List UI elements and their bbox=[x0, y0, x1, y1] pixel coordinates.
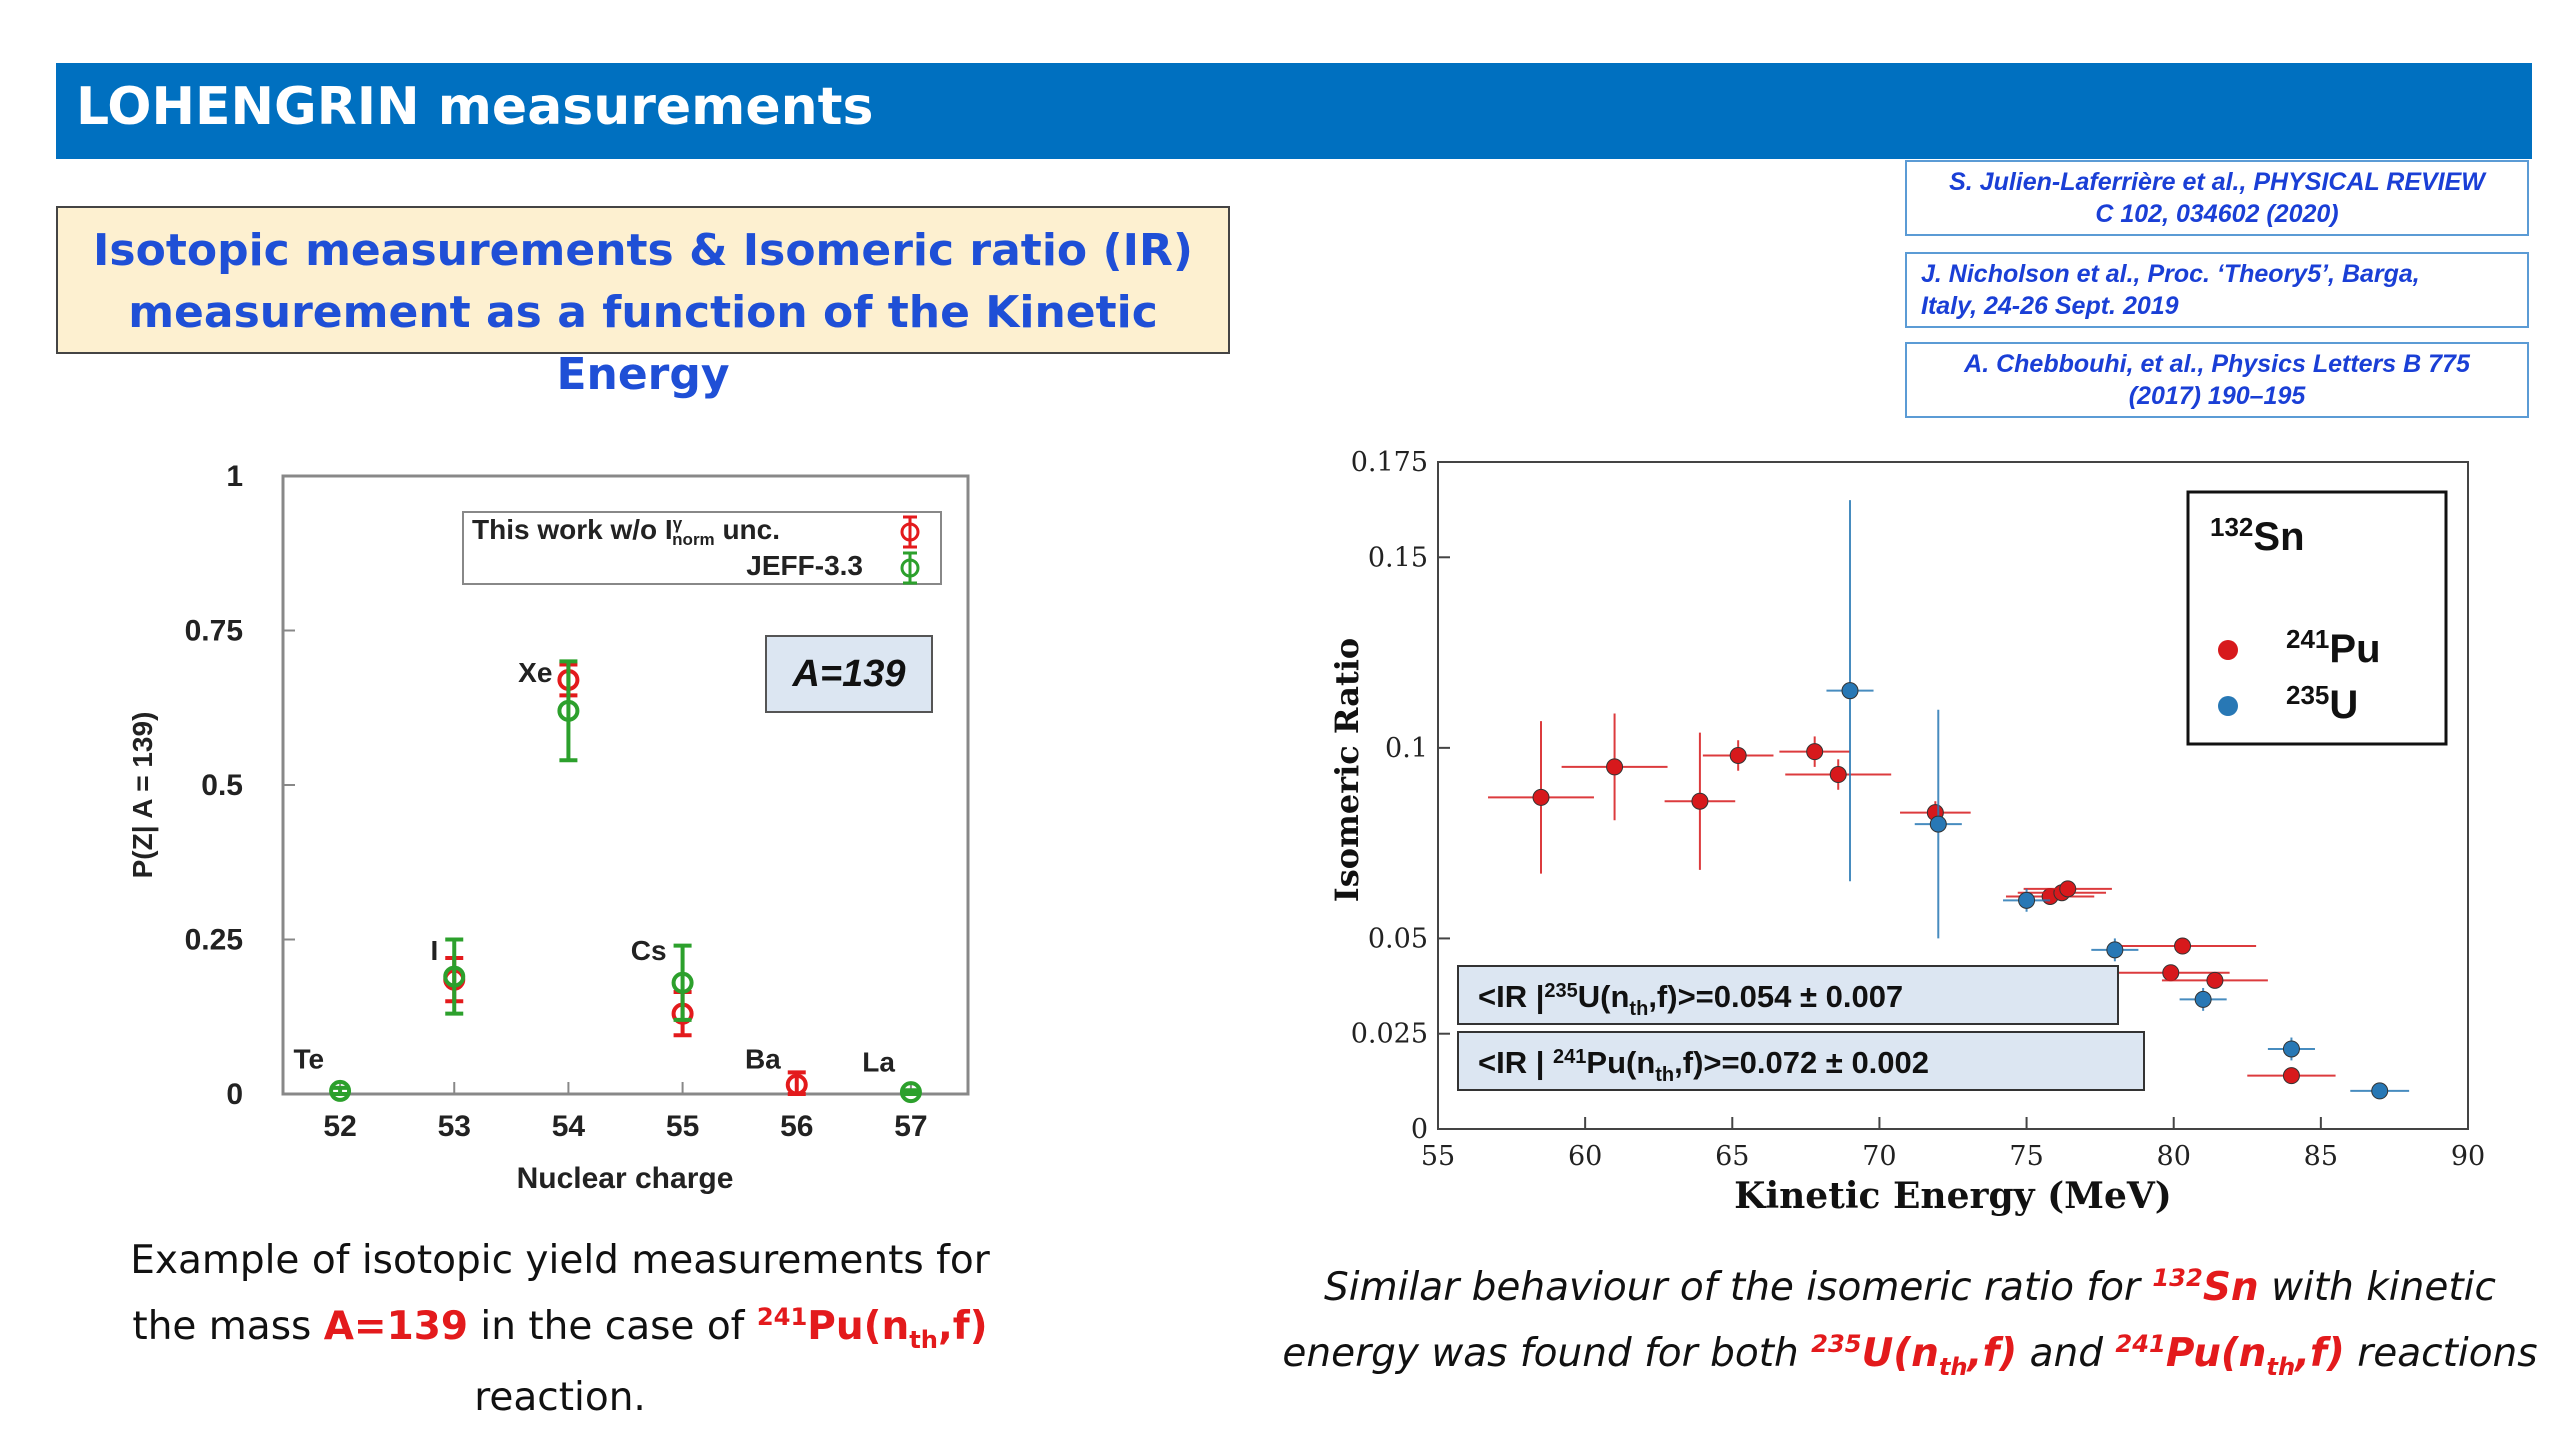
left-element-label: Xe bbox=[518, 657, 553, 689]
right-y-tick-label: 0.15 bbox=[1367, 542, 1428, 574]
left-caption bbox=[100, 1232, 1020, 1426]
right-point-pu241 bbox=[2175, 938, 2191, 954]
left-element-label: Cs bbox=[630, 935, 667, 967]
left-caption-text-a: the mass bbox=[132, 1304, 324, 1349]
highlight-line-2: measurement as a function of the Kinetic Energy bbox=[128, 287, 1158, 400]
right-x-tick-label: 60 bbox=[1567, 1141, 1603, 1172]
left-element-label: I bbox=[430, 935, 439, 967]
right-x-tick-label: 70 bbox=[1862, 1141, 1897, 1172]
right-x-tick-label: 75 bbox=[2009, 1141, 2044, 1172]
right-legend-u-marker bbox=[2218, 696, 2238, 716]
reference-1-line-2: C 102, 034602 (2020) bbox=[2095, 200, 2339, 228]
reference-2-line-1: J. Nicholson et al., Proc. ‘Theory5’, Barga, bbox=[1921, 260, 2420, 288]
mass-annotation: A=139 bbox=[792, 653, 906, 695]
right-caption-sn: $^{132}$Sn bbox=[2152, 1264, 2259, 1310]
highlight-box bbox=[56, 206, 1230, 400]
left-caption-text-b: in the case of bbox=[468, 1304, 757, 1349]
right-point-u235 bbox=[2372, 1083, 2388, 1099]
title-bar bbox=[56, 63, 2532, 159]
left-element-label: Ba bbox=[744, 1043, 781, 1075]
ir-pu241-text: <IR | $^{241}Pu(n_{th},f)>=0.072 \pm 0.002$ bbox=[1478, 1045, 1930, 1086]
left-y-tick-label: 0.75 bbox=[184, 614, 243, 648]
right-x-tick-label: 80 bbox=[2156, 1141, 2191, 1172]
right-point-pu241 bbox=[1533, 789, 1549, 805]
left-legend-series2-label: JEFF-3.3 bbox=[746, 550, 863, 581]
left-legend-series1-label: This work w/o $I^\gamma$ norm unc. bbox=[472, 514, 781, 549]
right-y-tick-label: 0.05 bbox=[1367, 923, 1428, 955]
left-element-label: Te bbox=[293, 1043, 325, 1075]
reference-1 bbox=[1905, 160, 2529, 236]
reference-2 bbox=[1905, 252, 2529, 328]
left-x-axis-label: Nuclear charge bbox=[516, 1162, 734, 1195]
reference-2-line-2: Italy, 24-26 Sept. 2019 bbox=[1921, 292, 2179, 320]
reference-3 bbox=[1905, 342, 2529, 418]
isomeric-ratio-chart bbox=[1300, 440, 2500, 1240]
right-caption-line-1: Similar behaviour of the isomeric ratio for $^{132}$Sn with kinetic bbox=[1324, 1264, 2496, 1310]
right-point-pu241 bbox=[1692, 793, 1708, 809]
right-point-u235 bbox=[2019, 892, 2035, 908]
left-caption-line-1: Example of isotopic yield measurements for bbox=[130, 1238, 990, 1283]
left-y-axis-label: P(Z| A = 139) bbox=[127, 711, 158, 879]
right-x-tick-label: 55 bbox=[1420, 1141, 1456, 1172]
right-point-pu241 bbox=[1830, 767, 1846, 783]
right-point-pu241 bbox=[1607, 759, 1623, 775]
left-y-tick-label: 0.25 bbox=[184, 923, 243, 957]
left-x-tick-label: 52 bbox=[323, 1110, 357, 1143]
left-caption-mass: A=139 bbox=[323, 1304, 469, 1349]
left-x-tick-label: 54 bbox=[551, 1110, 586, 1143]
left-element-label: La bbox=[862, 1046, 895, 1078]
reference-1-line-1: S. Julien-Laferrière et al., PHYSICAL REVIEW bbox=[1949, 168, 2485, 196]
right-legend-title: $^{132}$Sn bbox=[2210, 512, 2305, 559]
right-point-pu241 bbox=[1730, 747, 1746, 763]
right-y-tick-label: 0.1 bbox=[1385, 732, 1428, 764]
right-caption-line-2: energy was found for both $^{235}U(n_{th},f)$ and $^{241}Pu(n_{th},f)$ reactions bbox=[1282, 1330, 2538, 1381]
left-x-tick-label: 55 bbox=[665, 1110, 700, 1143]
highlight-line-1: Isotopic measurements & Isomeric ratio (IR) bbox=[93, 225, 1193, 276]
left-caption-line-3: reaction. bbox=[474, 1374, 646, 1420]
left-x-tick-label: 57 bbox=[894, 1110, 928, 1143]
reference-3-line-1: A. Chebbouhi, et al., Physics Letters B 775 bbox=[1964, 350, 2470, 378]
right-legend-u-label: $^{235}$U bbox=[2286, 680, 2359, 727]
right-point-pu241 bbox=[2283, 1068, 2299, 1084]
left-y-tick-label: 0.5 bbox=[201, 769, 243, 802]
right-point-pu241 bbox=[2207, 972, 2223, 988]
right-point-u235 bbox=[1930, 816, 1946, 832]
left-y-tick-label: 1 bbox=[226, 460, 243, 493]
right-y-tick-label: 0.175 bbox=[1350, 447, 1428, 478]
right-caption-u235: $^{235}U(n_{th},f)$ bbox=[1811, 1330, 2018, 1381]
right-point-pu241 bbox=[2163, 965, 2179, 981]
right-point-u235 bbox=[2195, 991, 2211, 1007]
left-x-tick-label: 56 bbox=[780, 1110, 814, 1143]
right-x-tick-label: 90 bbox=[2450, 1141, 2486, 1172]
right-caption bbox=[1260, 1250, 2560, 1396]
right-point-u235 bbox=[2283, 1041, 2299, 1057]
ir-u235-text: <IR $|^{235}U(n_{th},f)>=0.054 \pm 0.007$ bbox=[1478, 979, 1904, 1020]
right-point-u235 bbox=[1842, 683, 1858, 699]
reference-3-line-2: (2017) 190–195 bbox=[2128, 382, 2306, 410]
right-point-u235 bbox=[2107, 942, 2123, 958]
slide-title: LOHENGRIN measurements bbox=[76, 77, 874, 137]
right-x-tick-label: 65 bbox=[1715, 1141, 1750, 1172]
right-legend-pu-label: $^{241}$Pu bbox=[2286, 624, 2381, 671]
right-point-pu241 bbox=[2060, 881, 2076, 897]
left-caption-line-2 bbox=[100, 1289, 1020, 1369]
left-caption-reaction: $^{241}Pu(n_{th},f)$ bbox=[756, 1303, 988, 1354]
right-y-axis-label: Isomeric Ratio bbox=[1328, 637, 1366, 903]
right-y-tick-label: 0 bbox=[1410, 1114, 1428, 1145]
left-y-tick-label: 0 bbox=[226, 1078, 243, 1111]
right-point-pu241 bbox=[1807, 744, 1823, 760]
right-x-axis-label: Kinetic Energy (MeV) bbox=[1734, 1175, 2172, 1217]
right-x-tick-label: 85 bbox=[2303, 1141, 2339, 1172]
isotopic-yield-chart bbox=[100, 450, 1040, 1210]
right-y-tick-label: 0.025 bbox=[1350, 1018, 1428, 1050]
right-legend-pu-marker bbox=[2218, 640, 2238, 660]
right-caption-pu241: $^{241}Pu(n_{th},f)$ bbox=[2115, 1330, 2345, 1381]
left-x-tick-label: 53 bbox=[437, 1110, 471, 1143]
